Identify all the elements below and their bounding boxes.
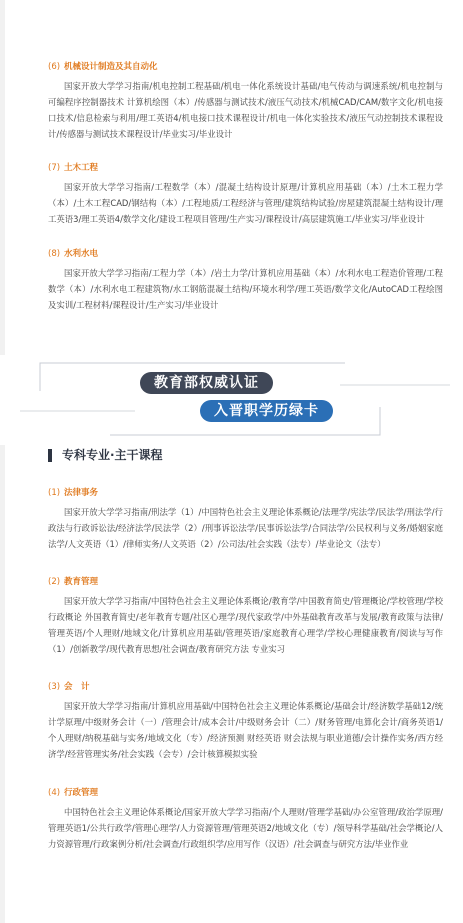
major-name: 会 计 — [64, 682, 90, 692]
page-edge-stripe — [0, 0, 5, 923]
major-title — [48, 162, 443, 174]
major-hydro — [48, 248, 443, 313]
major-title — [48, 681, 443, 693]
course-list: 国家开放大学学习指南/工程数学（本）/混凝土结构设计原理/计算机应用基础（本）/土木工程力学（本）/土木工程CAD/钢结构（本）/工程地质/工程经济与管理/建筑结构试验/房屋建筑混凝土结构设计/理工英语3/理工英语4/数学文化/建设工程项目管理/生产实习/课程设计/高层建筑施工/毕业实习/毕业设计 — [48, 182, 443, 224]
major-education — [48, 576, 443, 657]
major-title — [48, 248, 443, 260]
major-number: (8) — [48, 249, 61, 259]
banner-line-1: 教育部权威认证 — [140, 372, 273, 394]
major-number: (1) — [48, 488, 61, 498]
major-name: 行政管理 — [64, 788, 99, 798]
major-title — [48, 576, 443, 588]
heading-text: 专科专业·主干课程 — [62, 448, 163, 462]
major-name: 教育管理 — [64, 577, 99, 587]
course-list: 中国特色社会主义理论体系概论/国家开放大学学习指南/个人理财/管理学基础/办公室管理/政治学原理/管理英语1/公共行政学/管理心理学/人力资源管理/管理英语2/地域文化（专）/领导科学基础/社会学概论/人力资源管理/行政案例分析/社会调查/行政组织学/应用写作（汉语）/社会调查与研究方法/毕业作业 — [48, 807, 443, 849]
major-number: (6) — [48, 62, 61, 72]
major-title — [48, 487, 443, 499]
course-list: 国家开放大学学习指南/工程力学（本）/岩土力学/计算机应用基础（本）/水利水电工程造价管理/工程数学（本）/水利水电工程建筑物/水工钢筋混凝土结构/环境水利学/理工英语/数学文化/AutoCAD工程绘图及实训/工程材料/课程设计/生产实习/毕业设计 — [48, 268, 443, 310]
course-list: 国家开放大学学习指南/计算机应用基础/中国特色社会主义理论体系概论/基础会计/经济数学基础12/统计学原理/中级财务会计（一）/管理会计/成本会计/中级财务会计（二）/财务管理/电算化会计/商务英语1/个人理财/纳税基础与实务/地域文化（专）/经济预测 财经英语 财会法规与职业道德/会计操作实务/西方经济学/经营管理实务/社会实践（会专）/会计核算模拟实验 — [48, 701, 443, 759]
banner-line-2: 入晋职学历绿卡 — [200, 400, 333, 422]
major-title — [48, 61, 443, 73]
major-law — [48, 487, 443, 552]
course-list: 国家开放大学学习指南/刑法学（1）/中国特色社会主义理论体系概论/法理学/宪法学/民法学/刑法学/行政法与行政诉讼法/经济法学/民法学（2）/刑事诉讼法学/民事诉讼法学/合同法学/公民权利与义务/婚姻家庭法学/人文英语（1）/律师实务/人文英语（2）/公司法/社会实践（法专）/毕业论文（法专） — [48, 507, 443, 549]
major-civil — [48, 162, 443, 227]
major-name: 土木工程 — [64, 163, 99, 173]
major-name: 机械设计制造及其自动化 — [64, 62, 158, 72]
course-list: 国家开放大学学习指南/中国特色社会主义理论体系概论/教育学/中国教育简史/管理概论/学校管理/学校行政概论 外国教育简史/老年教育专题/社区心理学/现代家政学/中外基础教育改革与发展/教育政策与法律/管理英语/个人理财/地域文化/计算机应用基础/管理英语/家庭教育心理学/学校心理健康教育/阅读与写作（1）/创新教学/现代教育思想/社会调查/教育研究方法 专业实习 — [48, 596, 443, 654]
major-number: (7) — [48, 163, 61, 173]
major-accounting — [48, 681, 443, 762]
major-name: 法律事务 — [64, 488, 99, 498]
certification-banner — [0, 355, 463, 445]
major-mechanical — [48, 61, 443, 142]
major-administration — [48, 787, 443, 852]
heading-accent-bar — [48, 449, 52, 462]
major-number: (4) — [48, 788, 61, 798]
major-name: 水利水电 — [64, 249, 99, 259]
major-number: (2) — [48, 577, 61, 587]
major-title — [48, 787, 443, 799]
major-number: (3) — [48, 682, 61, 692]
course-list: 国家开放大学学习指南/机电控制工程基础/机电一体化系统设计基础/电气传动与调速系统/机电控制与可编程序控制器技术 计算机绘图（本）/传感器与测试技术/液压气动技术/机械CAD/CAM/数字文化/机电接口技术/信息检索与利用/理工英语4/机电接口技术课程设计/机电一体化实验技术/液压气动控制技术课程设计/传感器与测试技术课程设计/毕业实习/毕业设计 — [48, 81, 443, 139]
